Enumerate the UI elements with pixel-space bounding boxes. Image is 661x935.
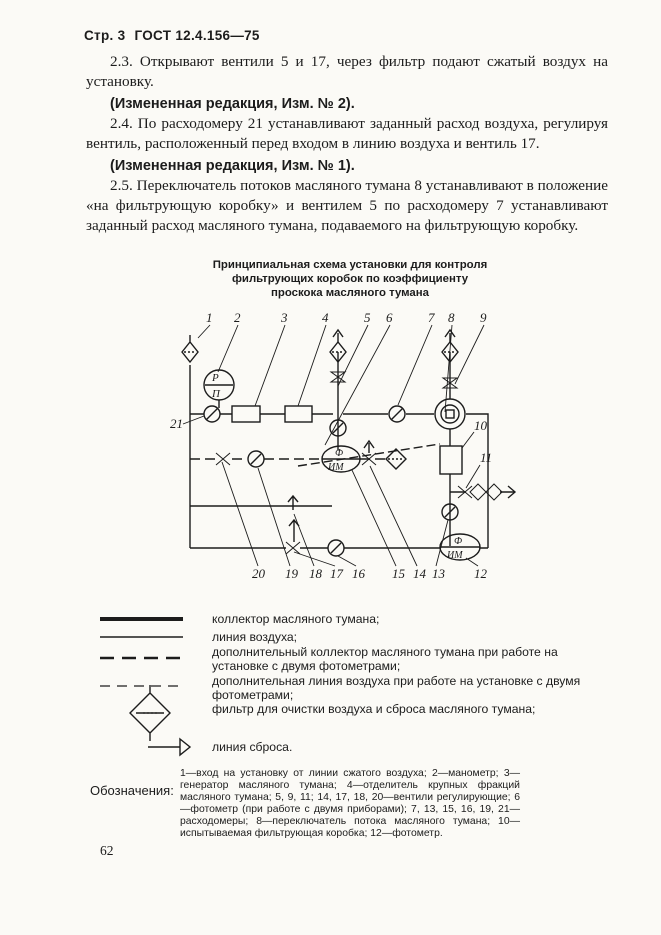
callout-18: 18: [309, 566, 322, 581]
legend-item-oil-collector: коллектор масляного тумана;: [212, 612, 380, 626]
callout-9: 9: [480, 310, 487, 325]
callout-20: 20: [252, 566, 265, 581]
photometer-6-label-bottom: ИМ: [328, 462, 344, 473]
legend-symbol-filter: [130, 685, 170, 741]
callout-5: 5: [364, 310, 371, 325]
callout-7: 7: [428, 310, 435, 325]
paragraph-2-4: 2.4. По расходомеру 21 устанавливают заданный расход воздуха, регулируя вентиль, расположенный перед входом в линию воздуха и вентиль 17.: [86, 115, 608, 152]
diagram-title-line: фильтрующих коробок по коэффициенту: [231, 273, 469, 285]
edition-note-2: (Измененная редакция, Изм. № 1).: [110, 158, 355, 174]
manometer-label-top: Р: [212, 372, 219, 384]
header-page: Стр. 3: [84, 28, 126, 43]
callout-10: 10: [474, 418, 487, 433]
callout-8: 8: [448, 310, 455, 325]
paragraph-2-3: 2.3. Открывают вентили 5 и 17, через фильтр подают сжатый воздух на установку.: [86, 53, 608, 90]
callout-19: 19: [285, 566, 298, 581]
callout-16: 16: [352, 566, 365, 581]
callout-11: 11: [480, 450, 493, 465]
legend-item-extra-air-line: дополнительная линия воздуха при работе на установке с двумя фотометрами;: [212, 674, 581, 702]
manometer-label-bottom: П: [212, 388, 220, 400]
legend-item-filter: фильтр для очистки воздуха и сброса масляного тумана;: [212, 702, 536, 716]
legend-symbols: [100, 619, 190, 755]
photometer-6-label-top: Ф: [335, 448, 344, 459]
legend-item-air-line: линия воздуха;: [212, 630, 298, 644]
callout-12: 12: [474, 566, 487, 581]
legend-notes: 1—вход на установку от линии сжатого воздуха; 2—манометр; 3—генератор масляного тумана; 4—отделитель крупных фракций масляного тумана; 5, 9, 11; 14, 17, 18, 20—вентили регулирующие; 6—фотометр (при работе с двумя приборами); 7, 13, 15, 16, 19, 21—расходомеры; 8—переключатель потока масляного тумана; 10—испытываемая фильтрующая коробка; 12—фотометр.: [180, 768, 520, 839]
legend-item-extra-collector: дополнительный коллектор масляного тумана при работе на установке с двумя фотометрами;: [212, 645, 558, 673]
photometer-12-label-bottom: ИМ: [447, 550, 463, 561]
callout-21: 21: [170, 416, 183, 431]
legend-item-discharge: линия сброса.: [212, 740, 293, 754]
callout-6: 6: [386, 310, 393, 325]
photometer-12-label-top: Ф: [454, 536, 463, 547]
paragraph-2-5: 2.5. Переключатель потоков масляного тумана 8 устанавливают в положение «на фильтрующую коробку» и вентилем 5 по расходомеру 7 устанавливают заданный расход масляного тумана, подаваемого на фильтрующую коробку.: [86, 177, 608, 234]
callout-17: 17: [330, 566, 343, 581]
additional-lines: [190, 441, 440, 469]
page-number: 62: [100, 843, 114, 858]
callout-4: 4: [322, 310, 329, 325]
callout-2: 2: [234, 310, 241, 325]
diagram-title-line: Принципиальная схема установки для контроля: [212, 259, 488, 271]
callout-1: 1: [206, 310, 213, 325]
diagram-title-line: проскока масляного тумана: [271, 287, 429, 299]
legend-heading: Обозначения:: [90, 783, 174, 798]
callout-15: 15: [392, 566, 405, 581]
callout-3: 3: [281, 310, 288, 325]
legend-symbol-discharge: [148, 739, 190, 755]
header-standard: ГОСТ 12.4.156—75: [134, 28, 260, 43]
bottom-callouts: [222, 462, 488, 581]
side-callouts: [170, 416, 492, 488]
edition-note-1: (Измененная редакция, Изм. № 2).: [110, 96, 355, 112]
callout-14: 14: [413, 566, 426, 581]
callout-13: 13: [432, 566, 445, 581]
